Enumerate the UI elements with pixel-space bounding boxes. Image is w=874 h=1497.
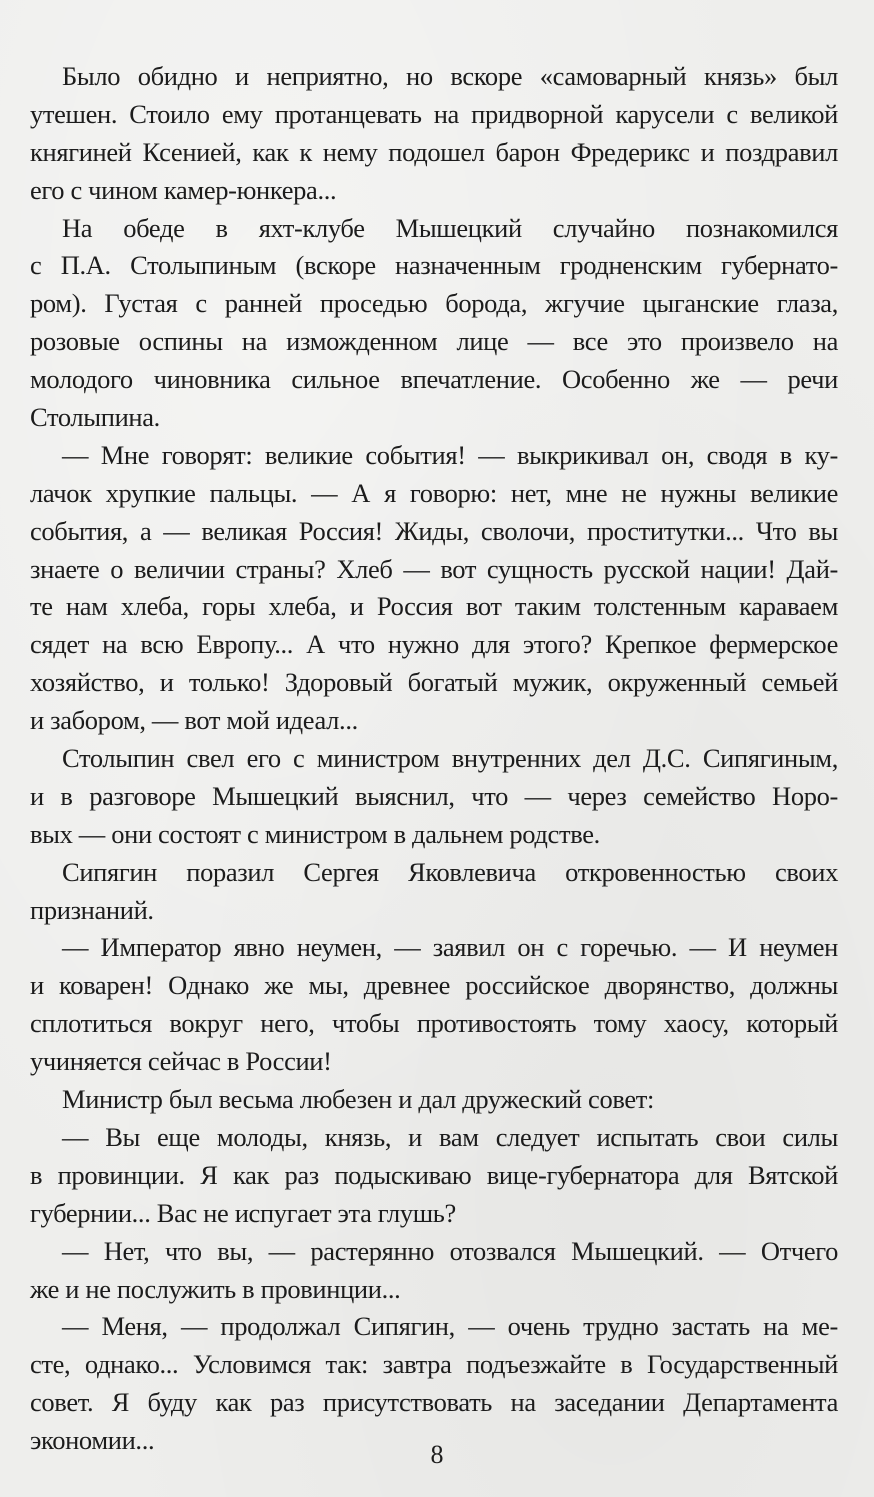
text-line: Сипягин поразил Сергея Яковлевича откровенностью своих bbox=[62, 856, 838, 887]
text-line: Было обидно и неприятно, но вскоре «самоварный князь» был bbox=[62, 61, 838, 91]
text-line: утешен. Стоило ему протанцевать на придворной карусели с великой bbox=[30, 98, 838, 129]
text-line: розовые оспины на изможденном лице — все это произвело на bbox=[30, 326, 838, 357]
page-number: 8 bbox=[430, 1440, 444, 1469]
text-line: ром). Густая с ранней проседью борода, жгучие цыганские глаза, bbox=[30, 288, 838, 319]
text-line: сядет на всю Европу... А что нужно для этого? Крепкое фермерское bbox=[30, 629, 838, 660]
text-line: и коварен! Однако же мы, древнее российское дворянство, должны bbox=[30, 970, 838, 1001]
text-line: в провинции. Я как раз подыскиваю вице-губернатора для Вятской bbox=[30, 1159, 838, 1190]
text-line: — Император явно неумен, — заявил он с горечью. — И неумен bbox=[62, 932, 838, 963]
text-line: сплотиться вокруг него, чтобы противостоять тому хаосу, который bbox=[30, 1008, 838, 1039]
text-line: губернии... Вас не испугает эта глушь? bbox=[30, 1197, 456, 1228]
text-line: и забором, — вот мой идеал... bbox=[30, 705, 358, 736]
text-line: княгиней Ксенией, как к нему подошел барон Фредерикс и поздравил bbox=[30, 136, 838, 167]
text-line: его с чином камер-юнкера... bbox=[30, 174, 337, 205]
text-line: знаете о величии страны? Хлеб — вот сущность русской нации! Дай- bbox=[30, 553, 838, 584]
text-line: с П.А. Столыпиным (вскоре назначенным гродненским губернато- bbox=[30, 250, 838, 281]
body-text bbox=[30, 58, 838, 1460]
text-line: хозяйство, и только! Здоровый богатый мужик, окруженный семьей bbox=[30, 667, 838, 698]
text-line: признаний. bbox=[30, 894, 154, 925]
text-line: Столыпин свел его с министром внутренних дел Д.С. Сипягиным, bbox=[62, 743, 838, 774]
text-line: — Мне говорят: великие события! — выкрикивал он, сводя в ку- bbox=[62, 439, 838, 470]
text-line: На обеде в яхт-клубе Мышецкий случайно познакомился bbox=[62, 212, 838, 243]
text-line: вых — они состоят с министром в дальнем родстве. bbox=[30, 818, 600, 849]
text-line: — Вы еще молоды, князь, и вам следует испытать свои силы bbox=[62, 1121, 838, 1152]
text-line: — Меня, — продолжал Сипягин, — очень трудно застать на ме- bbox=[62, 1311, 838, 1342]
text-line: события, а — великая Россия! Жиды, сволочи, проститутки... Что вы bbox=[30, 515, 838, 546]
text-line: — Нет, что вы, — растерянно отозвался Мышецкий. — Отчего bbox=[62, 1235, 838, 1266]
text-line: те нам хлеба, горы хлеба, и Россия вот таким толстенным караваем bbox=[30, 591, 838, 622]
text-line: Столыпина. bbox=[30, 402, 160, 433]
text-line: же и не послужить в провинции... bbox=[30, 1273, 401, 1304]
text-line: совет. Я буду как раз присутствовать на заседании Департамента bbox=[30, 1387, 838, 1418]
text-line: лачок хрупкие пальцы. — А я говорю: нет, мне не нужны великие bbox=[30, 477, 838, 508]
text-line: экономии... bbox=[30, 1425, 155, 1456]
text-line: учиняется сейчас в России! bbox=[30, 1046, 332, 1077]
text-line: молодого чиновника сильное впечатление. Особенно же — речи bbox=[30, 364, 838, 395]
text-line: сте, однако... Условимся так: завтра подъезжайте в Государственный bbox=[30, 1349, 838, 1380]
text-line: и в разговоре Мышецкий выяснил, что — через семейство Норо- bbox=[30, 780, 838, 811]
text-line: Министр был весьма любезен и дал дружеский совет: bbox=[62, 1084, 655, 1115]
